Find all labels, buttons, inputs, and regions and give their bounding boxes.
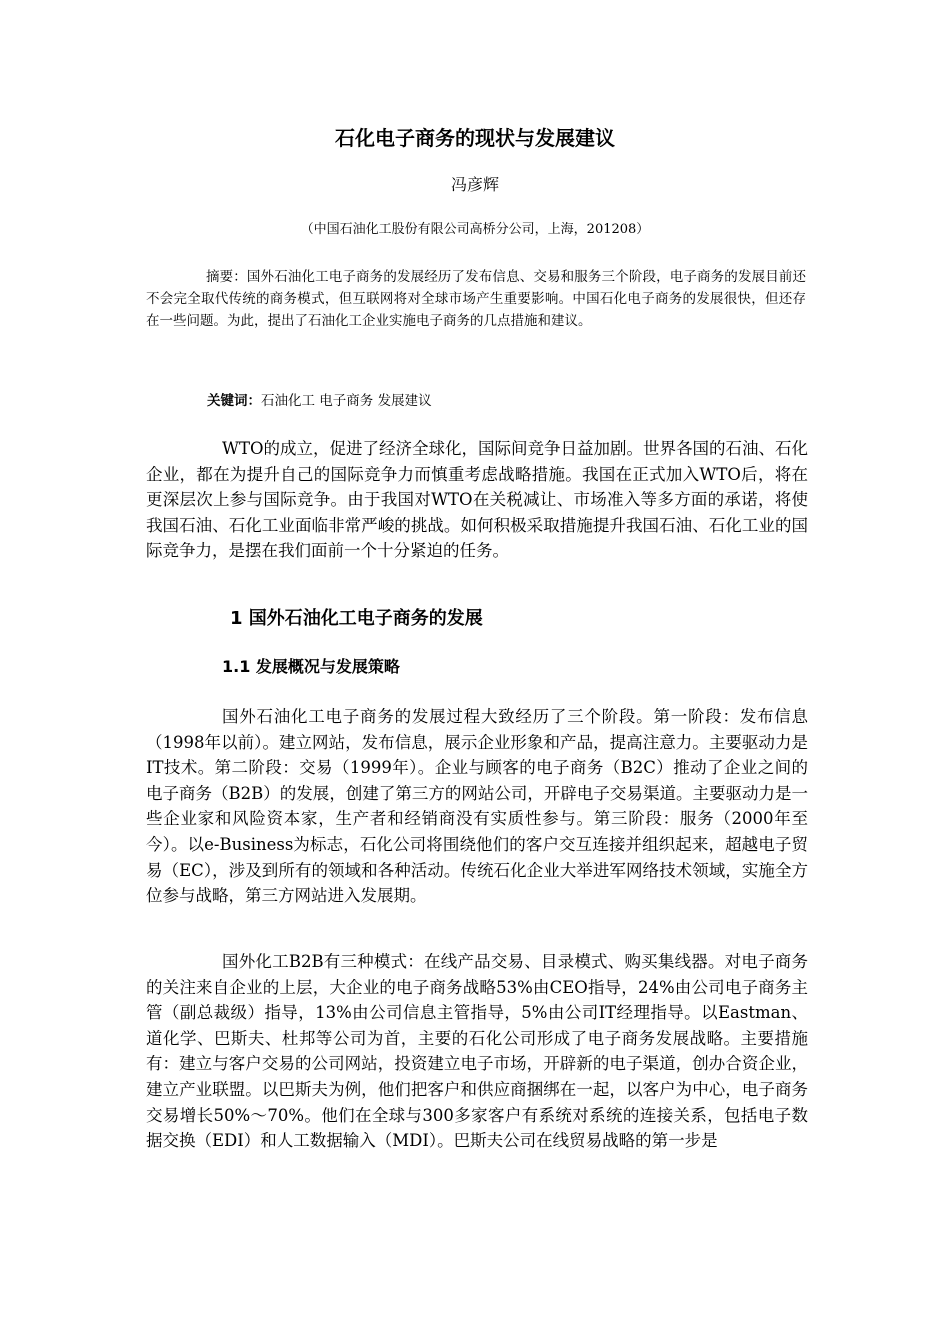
paragraph-b2b: 国外化工B2B有三种模式：在线产品交易、目录模式、购买集线器。对电子商务的关注来自企业的上层，大企业的电子商务战略53%由CEO指导，24%由公司电子商务主管（副总裁级）指导，13%由公司信息主管指导，5%由公司IT经理指导。以Eastman、道化学、巴斯夫、杜邦等公司为首，主要的石化公司形成了电子商务发展战略。主要措施有：建立与客户交易的公司网站，投资建立电子市场，开辟新的电子渠道，创办合资企业，建立产业联盟。以巴斯夫为例，他们把客户和供应商捆绑在一起，以客户为中心，电子商务交易增长50%～70%。他们在全球与300多家客户有系统对系统的连接关系，包括电子数据交换（EDI）和人工数据输入（MDI）。巴斯夫公司在线贸易战略的第一步是 xyxy=(146,952,808,1151)
section-heading-1: 1 国外石油化工电子商务的发展 xyxy=(230,608,483,629)
keywords-label: 关键词： xyxy=(207,393,261,409)
paragraph-stages: 国外石油化工电子商务的发展过程大致经历了三个阶段。第一阶段：发布信息（1998年以前）。建立网站，发布信息，展示企业形象和产品，提高注意力。主要驱动力是IT技术。第二阶段：交易（1999年）。企业与顾客的电子商务（B2C）推动了企业之间的电子商务（B2B）的发展，创建了第三方的网站公司，开辟电子交易渠道。主要驱动力是一些企业家和风险资本家，生产者和经销商没有实质性参与。第三阶段：服务（2000年至今）。以e-Business为标志，石化公司将围绕他们的客户交互连接并组织起来，超越电子贸易（EC），涉及到所有的领域和各种活动。传统石化企业大举进军网络技术领域，实施全方位参与战略，第三方网站进入发展期。 xyxy=(146,707,808,906)
abstract: 摘要：国外石油化工电子商务的发展经历了发布信息、交易和服务三个阶段，电子商务的发展目前还不会完全取代传统的商务模式，但互联网将对全球市场产生重要影响。中国石化电子商务的发展很快，但还存在一些问题。为此，提出了石油化工企业实施电子商务的几点措施和建议。 xyxy=(146,269,806,329)
keywords-line xyxy=(207,390,432,412)
keywords-text: 石油化工 电子商务 发展建议 xyxy=(261,393,432,409)
author-name: 冯彦辉 xyxy=(450,175,499,194)
intro-paragraph: WTO的成立，促进了经济全球化，国际间竞争日益加剧。世界各国的石油、石化企业，都在为提升自己的国际竞争力而慎重考虑战略措施。我国在正式加入WTO后，将在更深层次上参与国际竞争。由于我国对WTO在关税减让、市场准入等多方面的承诺，将使我国石油、石化工业面临非常严峻的挑战。如何积极采取措施提升我国石油、石化工业的国际竞争力，是摆在我们面前一个十分紧迫的任务。 xyxy=(146,439,808,561)
paper-title: 石化电子商务的现状与发展建议 xyxy=(335,126,615,150)
author-affiliation: （中国石油化工股份有限公司高桥分公司，上海，201208） xyxy=(300,222,650,237)
section-heading-1-1: 1.1 发展概况与发展策略 xyxy=(222,657,400,676)
